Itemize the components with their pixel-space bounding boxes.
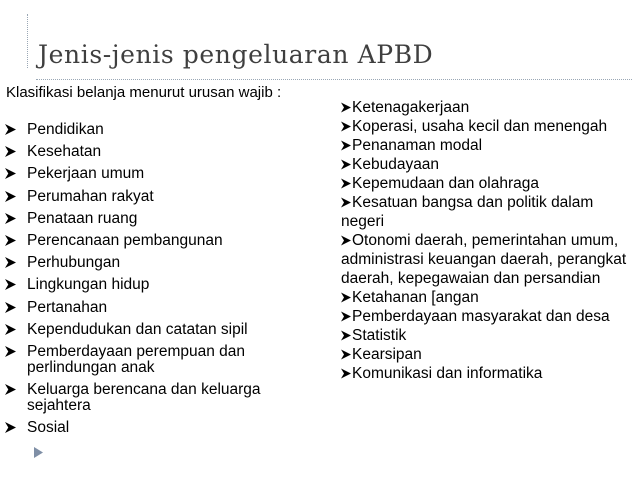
list-item-label: Kebudayaan [352,156,440,173]
list-item-label: Kesatuan bangsa dan politik dalam negeri [341,194,594,230]
list-item [5,344,325,376]
list-item [341,98,633,117]
arrow-bullet-icon [341,349,351,360]
arrow-bullet-icon [5,257,16,268]
list-item-label: Keluarga berencana dan keluarga sejahtera [27,381,261,415]
list-item [5,122,325,138]
list-item [341,307,633,326]
right-bullet-list [341,98,633,383]
list-item [5,300,325,316]
list-item-label: Ketahanan [angan [352,289,479,306]
arrow-bullet-icon [341,102,351,113]
list-item [5,322,325,338]
list-item [5,166,325,182]
arrow-bullet-icon [5,146,16,157]
arrow-bullet-icon [341,197,351,208]
arrow-bullet-icon [341,368,351,379]
list-item-label: Perhubungan [27,254,121,272]
list-item-label: Sosial [27,419,70,437]
list-item-label: Koperasi, usaha kecil dan menengah [352,118,608,135]
arrow-bullet-icon [5,213,16,224]
arrow-bullet-icon [341,159,351,170]
list-item [5,211,325,227]
arrow-bullet-icon [5,422,16,433]
slide-title: Jenis-jenis pengeluaran APBD [38,40,434,69]
arrow-bullet-icon [5,191,16,202]
list-item-label: Ketenagakerjaan [352,99,470,116]
arrow-bullet-icon [5,302,16,313]
list-item-label: Perencanaan pembangunan [27,231,223,249]
list-item-label: Otonomi daerah, pemerintahan umum, administrasi keuangan daerah, perangkat daerah, kepegawaian dan persandian [341,232,627,287]
list-item [341,193,633,231]
list-item-label: Statistik [352,327,407,344]
list-item [5,277,325,293]
list-item [5,382,325,414]
title-divider [36,79,632,80]
list-item-label: Penanaman modal [352,137,483,154]
arrow-bullet-icon [5,384,16,395]
list-item [341,345,633,364]
list-item [341,326,633,345]
list-item [5,189,325,205]
list-item [341,364,633,383]
list-item-label: Perumahan rakyat [27,187,154,205]
list-item [341,136,633,155]
list-item-label: Pemberdayaan perempuan dan perlindungan anak [27,342,246,376]
list-item-label: Kependudukan dan catatan sipil [27,320,248,338]
list-item-label: Pemberdayaan masyarakat dan desa [352,308,610,325]
arrow-bullet-icon [341,235,351,246]
decorative-side-rule [27,14,28,68]
list-item-label: Pertanahan [27,298,108,316]
arrow-bullet-icon [5,124,16,135]
list-item-label: Komunikasi dan informatika [352,365,543,382]
list-item [341,117,633,136]
triangle-marker-icon [34,447,43,458]
arrow-bullet-icon [341,292,351,303]
list-item [341,231,633,288]
list-item-label: Pekerjaan umum [27,165,145,183]
arrow-bullet-icon [341,121,351,132]
arrow-bullet-icon [5,279,16,290]
list-item [5,255,325,271]
list-item-label: Kearsipan [352,346,422,363]
left-bullet-list [5,122,325,442]
arrow-bullet-icon [341,140,351,151]
arrow-bullet-icon [5,168,16,179]
list-item [5,144,325,160]
list-item-label: Lingkungan hidup [27,276,150,294]
slide-subtitle: Klasifikasi belanja menurut urusan wajib : [6,84,282,101]
arrow-bullet-icon [341,178,351,189]
arrow-bullet-icon [341,330,351,341]
list-item-label: Kesehatan [27,143,102,161]
list-item-label: Pendidikan [27,121,104,138]
list-item [5,233,325,249]
list-item [341,288,633,307]
arrow-bullet-icon [5,346,16,357]
arrow-bullet-icon [341,311,351,322]
arrow-bullet-icon [5,235,16,246]
list-item [341,155,633,174]
list-item-label: Penataan ruang [27,209,138,227]
arrow-bullet-icon [5,324,16,335]
list-item [5,420,325,436]
list-item [341,174,633,193]
list-item-label: Kepemudaan dan olahraga [352,175,540,192]
